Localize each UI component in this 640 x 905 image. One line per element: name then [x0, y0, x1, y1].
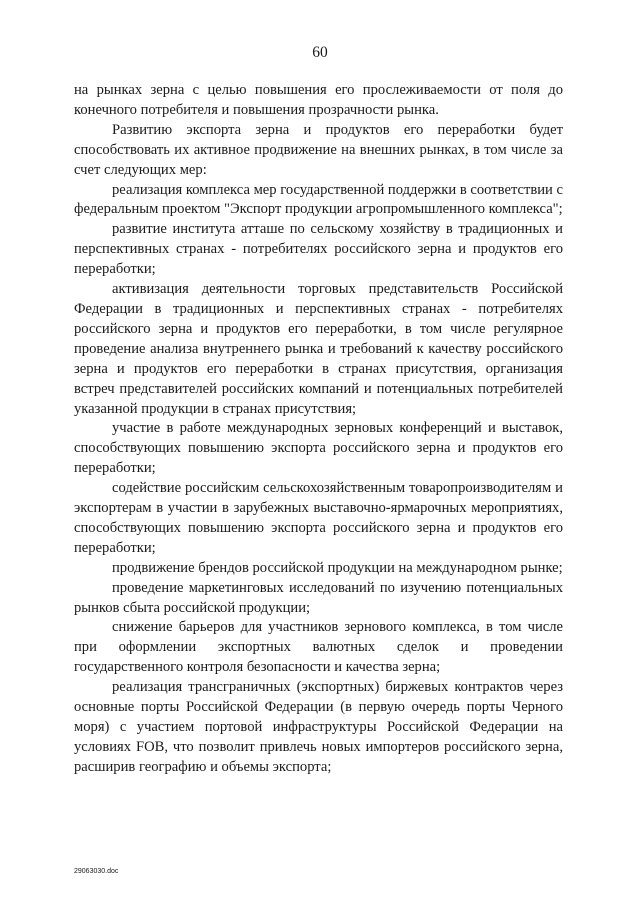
paragraph-item-attache: развитие института атташе по сельскому хозяйству в традиционных и перспективных странах - потребителях российского зерна и продуктов его переработки;	[74, 221, 563, 278]
page-number: 60	[312, 44, 328, 61]
paragraph-item-brands: продвижение брендов российской продукции на международном рынке;	[112, 559, 563, 576]
paragraph-item-state-support: реализация комплекса мер государственной поддержки в соответствии с федеральным проектом "Экспорт продукции агропромышленного комплекса";	[74, 181, 563, 218]
paragraph-continued: на рынках зерна с целью повышения его прослеживаемости от поля до конечного потребителя и повышения прозрачности рынка.	[74, 82, 563, 118]
paragraph-item-exchange-contracts: реализация трансграничных (экспортных) биржевых контрактов через основные порты Российской Федерации (в первую очередь порты Черного моря) с участием портовой инфраструктуры Российской Федерации на условиях FOB, что позволит привлечь новых импортеров российского зерна, расширив географию и объемы экспорта;	[74, 679, 563, 775]
paragraph-item-trade-missions: активизация деятельности торговых представительств Российской Федерации в традиционных и перспективных странах - потребителях российского зерна и продуктов его переработки, в том числе регулярное проведение анализа внутреннего рынка и требований к качеству российского зерна и продуктов его переработки в странах присутствия, организация встреч представителей российских компаний и потенциальных потребителей указанной продукции в странах присутствия;	[74, 281, 563, 417]
paragraph-item-exhibitions: содействие российским сельскохозяйственным товаропроизводителям и экспортерам в участии в зарубежных выставочно-ярмарочных мероприятиях, способствующих повышению экспорта российского зерна и продуктов его переработки;	[74, 480, 563, 556]
paragraph-item-marketing: проведение маркетинговых исследований по изучению потенциальных рынков сбыта российской продукции;	[74, 579, 563, 616]
paragraph-export-intro: Развитию экспорта зерна и продуктов его переработки будет способствовать их активное продвижение на внешних рынках, в том числе за счет следующих мер:	[74, 121, 563, 178]
document-body	[74, 81, 563, 778]
paragraph-item-conferences: участие в работе международных зерновых конференций и выставок, способствующих повышению экспорта российского зерна и продуктов его переработки;	[74, 420, 563, 477]
paragraph-item-barriers: снижение барьеров для участников зернового комплекса, в том числе при оформлении экспортных валютных сделок и проведении государственного контроля безопасности и качества зерна;	[74, 619, 563, 676]
footer-document-code: 29063030.doc	[74, 868, 119, 875]
